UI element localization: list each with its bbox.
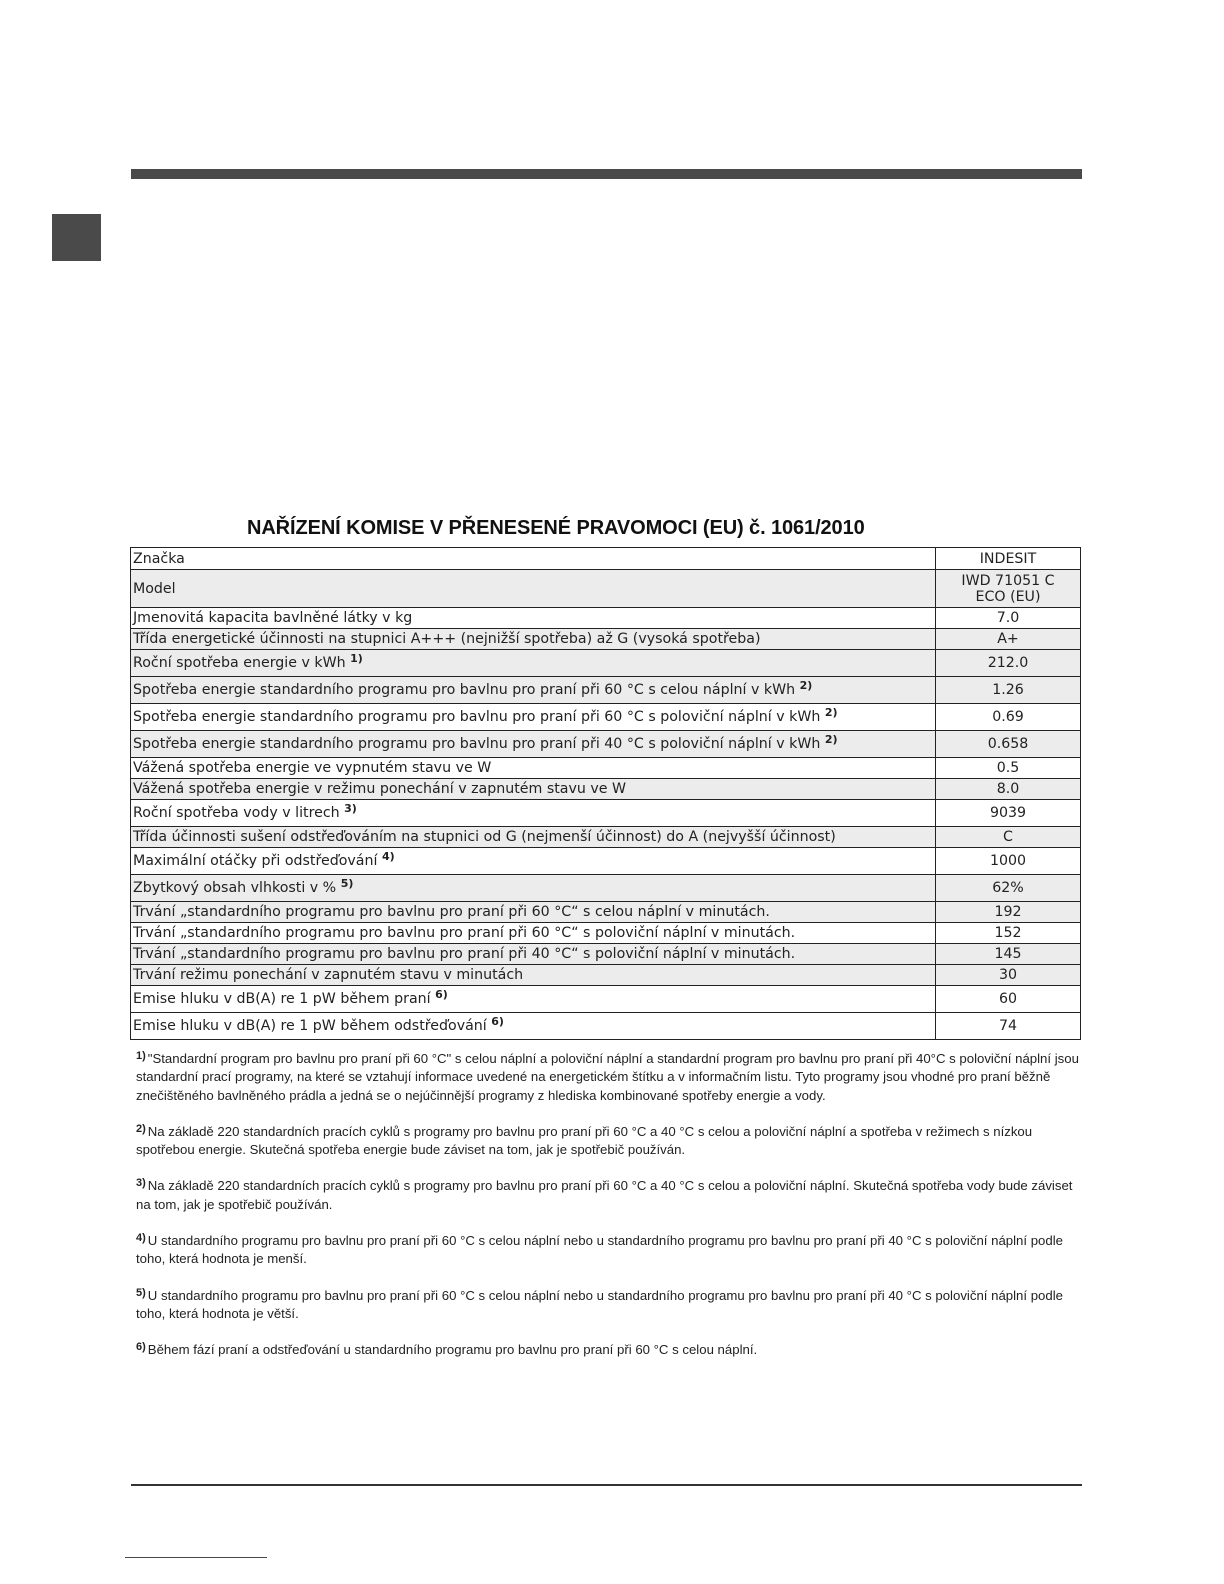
footnote-mark: 1) (136, 1050, 146, 1062)
table-row (131, 965, 1081, 986)
row-label: Jmenovitá kapacita bavlněné látky v kg (131, 608, 936, 629)
row-label: Model (131, 570, 936, 608)
table-row (131, 704, 1081, 731)
row-label: Třída energetické účinnosti na stupnici A+++ (nejnižší spotřeba) až G (vysoká spotřeba) (131, 629, 936, 650)
row-value: 152 (936, 923, 1081, 944)
row-value: INDESIT (936, 548, 1081, 570)
section-tab-marker (52, 214, 101, 261)
footnote (136, 1341, 1081, 1359)
footnote-mark: 5) (136, 1286, 146, 1299)
footnotes (136, 1050, 1081, 1360)
footnote (136, 1123, 1081, 1160)
footnote-text: Během fází praní a odstřeďování u standardního programu pro bavlnu pro praní při 60 °C s celou náplní. (147, 1342, 758, 1358)
row-label: Spotřeba energie standardního programu pro bavlnu pro praní při 60 °C s poloviční náplní v kWh $^{2)}$ (131, 704, 936, 731)
row-label: Značka (131, 548, 936, 570)
row-label: Roční spotřeba energie v kWh $^{1)}$ (131, 650, 936, 677)
footnote-ref: 4) (381, 850, 395, 863)
table-row (131, 875, 1081, 902)
footnote (136, 1232, 1081, 1269)
footnote-ref: 6) (435, 988, 448, 1001)
header-rule (131, 169, 1082, 179)
table-row (131, 923, 1081, 944)
footnote-text: Na základě 220 standardních pracích cyklů s programy pro bavlnu pro praní při 60 °C a 40 °C s celou a poloviční náplní. Skutečná spotřeba vody bude záviset na tom, jak je spotřebič používán. (136, 1178, 1073, 1212)
footnote-text: Na základě 220 standardních pracích cyklů s programy pro bavlnu pro praní při 60 °C a 40 °C s celou a poloviční náplní a spotřeba v režimech s nízkou spotřebou energie. Skutečná spotřeba energie bude záviset na tom, jak je spotřebič používán. (136, 1123, 1033, 1158)
row-value: 9039 (936, 800, 1081, 827)
row-label: Třída účinnosti sušení odstřeďováním na stupnici od G (nejmenší účinnost) do A (nejvyšší účinnost) (131, 827, 936, 848)
table-row (131, 800, 1081, 827)
row-label: Spotřeba energie standardního programu pro bavlnu pro praní při 40 °C s poloviční náplní v kWh $^{2)}$ (131, 731, 936, 758)
table-row (131, 650, 1081, 677)
row-value: 1000 (936, 848, 1081, 875)
table-row (131, 848, 1081, 875)
footnote (136, 1287, 1081, 1324)
row-label: Trvání „standardního programu pro bavlnu pro praní při 40 °C“ s poloviční náplní v minutách. (131, 944, 936, 965)
row-label: Vážená spotřeba energie v režimu ponechání v zapnutém stavu ve W (131, 779, 936, 800)
row-value: 192 (936, 902, 1081, 923)
row-label: Vážená spotřeba energie ve vypnutém stavu ve W (131, 758, 936, 779)
row-value: 0.5 (936, 758, 1081, 779)
table-row (131, 731, 1081, 758)
row-value: 0.658 (936, 731, 1081, 758)
row-value: 145 (936, 944, 1081, 965)
row-value: 1.26 (936, 677, 1081, 704)
footnote-text: "Standardní program pro bavlnu pro praní při 60 °C" s celou náplní a poloviční náplní a standardní program pro bavlnu pro praní při 40°C s poloviční náplní jsou standardní prací programy, na které se vztahují informace uvedené na energetickém štítku a v informačním listu. Tyto programy jsou vhodné pro praní běžně znečištěného bavlněného prádla a jedná se o nejúčinnější programy z hlediska kombinované spotřeby energie a vody. (136, 1051, 1079, 1103)
table-row (131, 827, 1081, 848)
footnote-text: U standardního programu pro bavlnu pro praní při 60 °C s celou náplní nebo u standardního programu pro bavlnu pro praní při 40 °C s poloviční náplní podle toho, která hodnota je menší. (136, 1233, 1063, 1267)
row-label: Maximální otáčky při odstřeďování $^{4)}$ (131, 848, 936, 875)
footer-rule (131, 1484, 1082, 1486)
row-value: 8.0 (936, 779, 1081, 800)
table-row (131, 570, 1081, 608)
footnote-text: U standardního programu pro bavlnu pro praní při 60 °C s celou náplní nebo u standardního programu pro bavlnu pro praní při 40 °C s poloviční náplní podle toho, která hodnota je větší. (136, 1287, 1063, 1321)
table-row (131, 1013, 1081, 1040)
row-label: Spotřeba energie standardního programu pro bavlnu pro praní při 60 °C s celou náplní v kWh $^{2)}$ (131, 677, 936, 704)
row-value: 30 (936, 965, 1081, 986)
product-fiche-table (130, 547, 1081, 1040)
footnote (136, 1050, 1081, 1105)
row-label: Emise hluku v dB(A) re 1 pW během praní $^{6)}$ (131, 986, 936, 1013)
footnote-mark: 3) (136, 1177, 146, 1190)
table-row (131, 677, 1081, 704)
row-label: Emise hluku v dB(A) re 1 pW během odstřeďování $^{6)}$ (131, 1013, 936, 1040)
footnote-ref: 2) (799, 679, 813, 692)
row-value: 0.69 (936, 704, 1081, 731)
table-row (131, 902, 1081, 923)
footnote-ref: 3) (344, 802, 357, 815)
row-label: Zbytkový obsah vlhkosti v % $^{5)}$ (131, 875, 936, 902)
row-label: Roční spotřeba vody v litrech $^{3)}$ (131, 800, 936, 827)
footnote-ref: 2) (824, 733, 838, 746)
row-value: C (936, 827, 1081, 848)
footnote (136, 1177, 1081, 1214)
footnote-mark: 2) (136, 1122, 146, 1135)
table-row (131, 629, 1081, 650)
row-value: IWD 71051 C ECO (EU) (936, 570, 1081, 608)
row-label: Trvání režimu ponechání v zapnutém stavu v minutách (131, 965, 936, 986)
row-value: 62% (936, 875, 1081, 902)
table-row (131, 986, 1081, 1013)
row-value: 74 (936, 1013, 1081, 1040)
footnote-mark: 4) (136, 1232, 146, 1245)
table-row (131, 548, 1081, 570)
row-value: 212.0 (936, 650, 1081, 677)
footer-link-underline (125, 1557, 267, 1558)
row-value: 60 (936, 986, 1081, 1013)
footnote-ref: 2) (824, 706, 838, 719)
footnote-ref: 6) (491, 1015, 504, 1028)
table-row (131, 758, 1081, 779)
row-value: A+ (936, 629, 1081, 650)
footnote-ref: 1) (350, 652, 363, 665)
table-row (131, 944, 1081, 965)
row-label: Trvání „standardního programu pro bavlnu pro praní při 60 °C“ s celou náplní v minutách. (131, 902, 936, 923)
table-row (131, 779, 1081, 800)
footnote-mark: 6) (136, 1341, 146, 1354)
row-label: Trvání „standardního programu pro bavlnu pro praní při 60 °C“ s poloviční náplní v minutách. (131, 923, 936, 944)
footnote-ref: 5) (340, 877, 354, 890)
table-row (131, 608, 1081, 629)
regulation-title: NAŘÍZENÍ KOMISE V PŘENESENÉ PRAVOMOCI (EU) č. 1061/2010 (247, 517, 865, 539)
row-value: 7.0 (936, 608, 1081, 629)
